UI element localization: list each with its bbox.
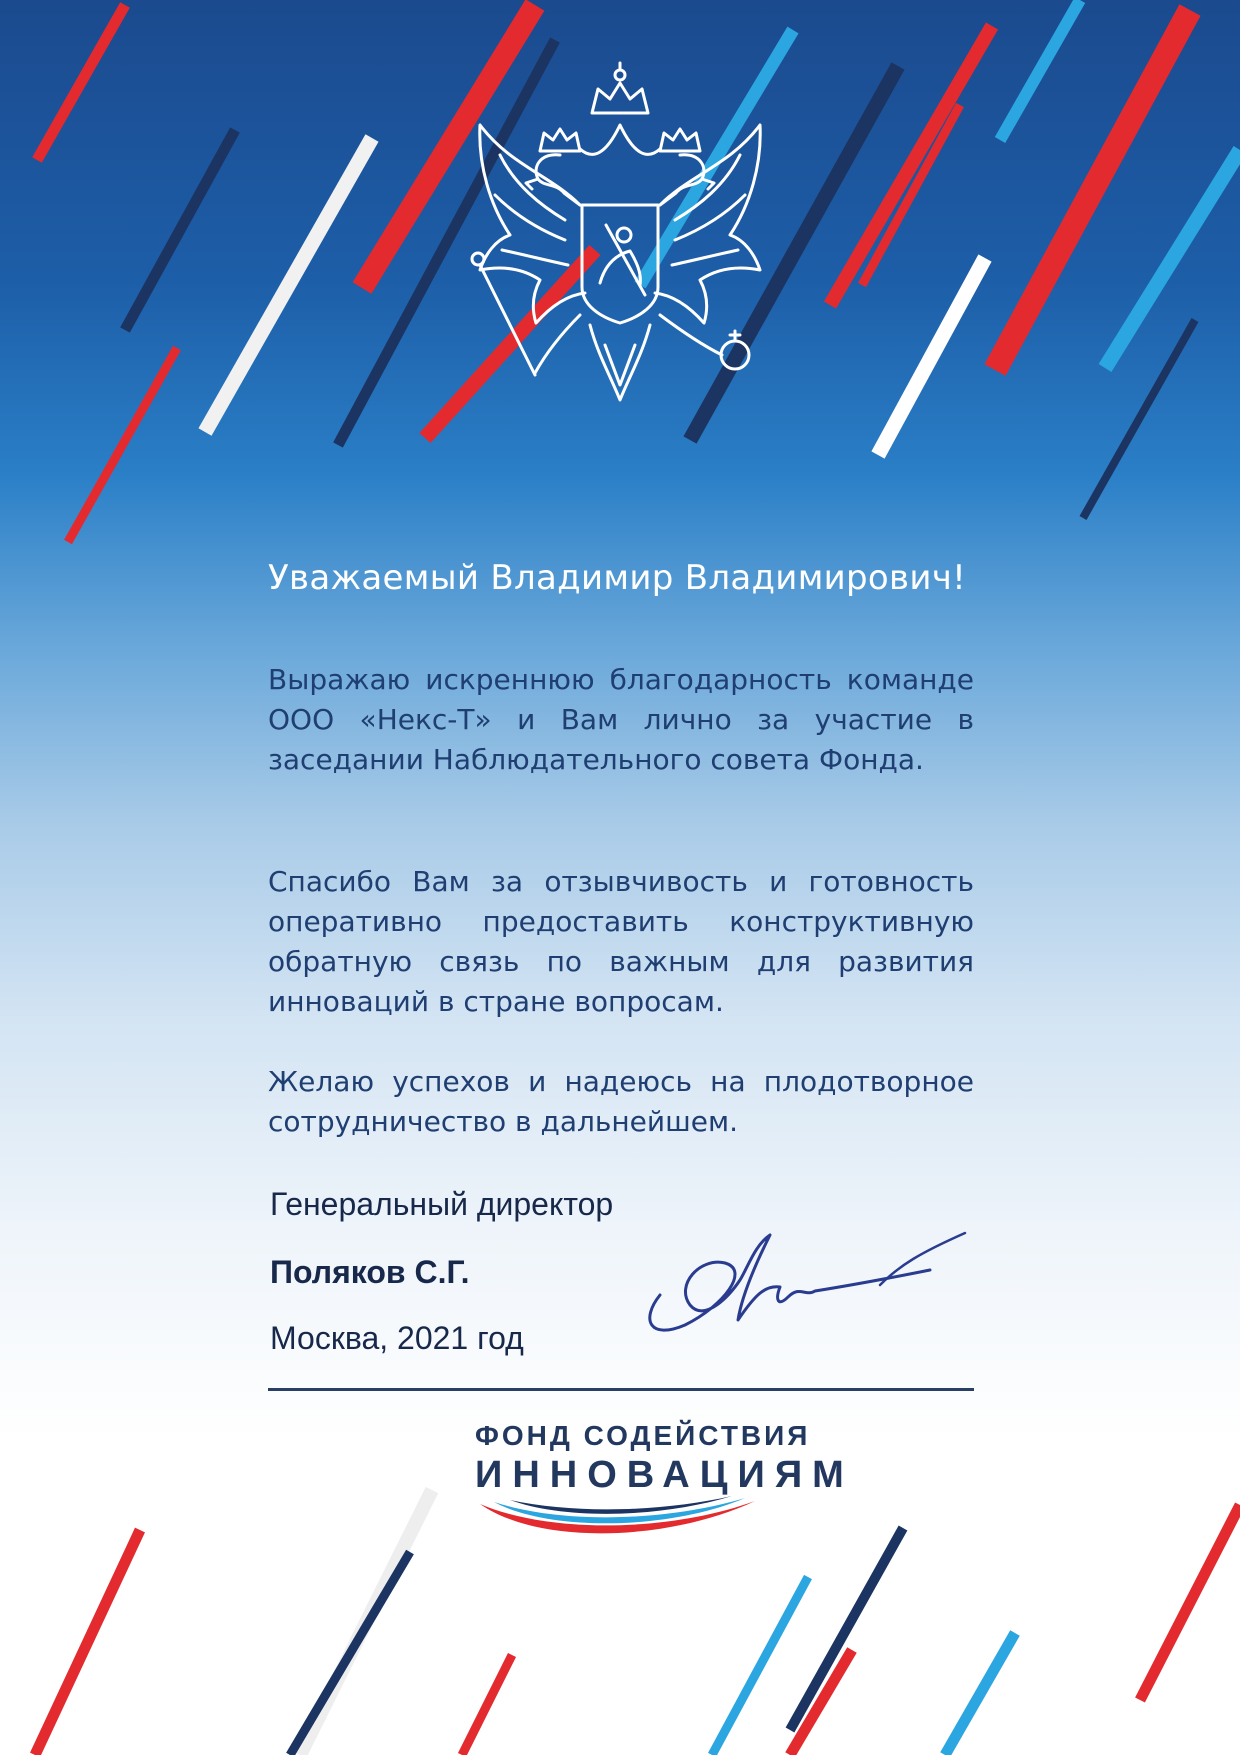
stripe-red xyxy=(462,1655,512,1755)
signatory-title: Генеральный директор xyxy=(270,1186,614,1222)
signatory-name: Поляков С.Г. xyxy=(270,1254,470,1290)
stripe-white xyxy=(878,258,985,455)
handwritten-signature xyxy=(630,1225,970,1345)
stripe-red xyxy=(37,5,125,160)
letter-paragraph-2: Спасибо Вам за отзывчивость и готовность оперативно предоставить конструктивную обратную связь по важным для развития инноваций в стране вопросам. xyxy=(268,865,974,1018)
stripe-navy xyxy=(790,1528,903,1730)
stripe-navy xyxy=(290,1552,410,1755)
stripe-light-blue xyxy=(1000,0,1080,140)
letter-paragraph-3: Желаю успехов и надеюсь на плодотворное сотрудничество в дальнейшем. xyxy=(268,1065,974,1138)
coat-of-arms-emblem xyxy=(440,55,800,425)
logo-tricolor-swoosh-icon xyxy=(470,1496,770,1546)
stripe-light-blue xyxy=(945,1633,1015,1755)
stripe-light-blue xyxy=(1105,150,1240,368)
stripe-white xyxy=(205,138,372,432)
stripe-red xyxy=(1140,1505,1240,1700)
stripe-red xyxy=(68,348,177,542)
logo-text-line1: ФОНД СОДЕЙСТВИЯ xyxy=(475,1420,811,1451)
place-and-year: Москва, 2021 год xyxy=(270,1320,524,1356)
stripe-red xyxy=(995,10,1190,370)
stripe-red xyxy=(830,26,992,305)
letter-paragraph-1: Выражаю искреннюю благодарность команде ООО «Некс-Т» и Вам лично за участие в заседании Наблюдательного совета Фонда. xyxy=(268,663,974,776)
logo-text-line2: ИННОВАЦИЯМ xyxy=(475,1454,854,1496)
fund-logo xyxy=(470,1418,854,1538)
stripe-red xyxy=(35,1530,140,1755)
stripe-navy xyxy=(125,130,235,330)
stripe-navy xyxy=(1083,320,1195,518)
stripe-red xyxy=(862,105,960,285)
divider-line xyxy=(268,1388,974,1391)
letter-greeting: Уважаемый Владимир Владимирович! xyxy=(268,558,967,598)
